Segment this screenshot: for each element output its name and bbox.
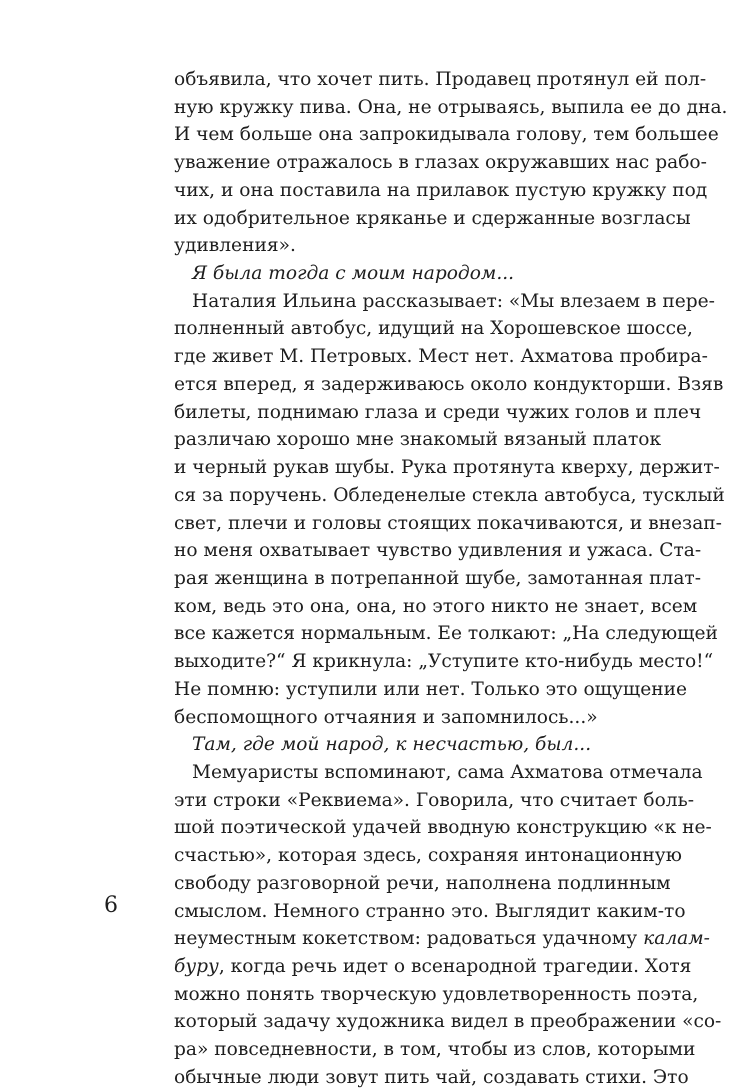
text-line bbox=[174, 426, 662, 454]
text-segment: и черный рукав шубы. Рука протянута кверху, держит- bbox=[174, 457, 720, 479]
text-segment: ную кружку пива. Она, не отрываясь, выпила ее до дна. bbox=[174, 96, 728, 118]
text-line bbox=[174, 1008, 722, 1036]
text-segment: эти строки «Реквиема». Говорила, что считает боль- bbox=[174, 789, 694, 811]
text-segment: беспомощного отчаяния и запомнилось...» bbox=[174, 706, 598, 728]
text-segment: смыслом. Немного странно это. Выглядит каким-то bbox=[174, 900, 686, 922]
text-line bbox=[174, 288, 715, 316]
text-segment: Я была тогда с моим народом... bbox=[192, 263, 515, 285]
text-line bbox=[174, 510, 722, 538]
text-line bbox=[174, 1036, 696, 1064]
text-line bbox=[174, 953, 692, 981]
text-line bbox=[174, 981, 699, 1009]
text-segment: все кажется нормальным. Ее толкают: „На следующей bbox=[174, 623, 718, 645]
text-segment: Наталия Ильина рассказывает: «Мы влезаем в пере- bbox=[192, 290, 715, 312]
text-segment: ется вперед, я задерживаюсь около кондукторши. Взяв bbox=[174, 373, 724, 395]
text-segment: ся за поручень. Обледенелые стекла автобуса, тусклый bbox=[174, 484, 725, 506]
text-line bbox=[174, 343, 708, 371]
text-line bbox=[174, 371, 724, 399]
text-segment: билеты, поднимаю глаза и среди чужих голов и плеч bbox=[174, 401, 702, 423]
text-line bbox=[174, 704, 632, 732]
text-segment: обычные люди зовут пить чай, создавать стихи. Это bbox=[174, 1066, 689, 1088]
text-segment: ком, ведь это она, она, но этого никто не знает, всем bbox=[174, 595, 698, 617]
text-segment: счастью», которая здесь, сохраняя интонационную bbox=[174, 845, 682, 867]
text-segment: чих, и она поставила на прилавок пустую кружку под bbox=[174, 179, 708, 201]
text-segment: который задачу художника видел в преображении «со- bbox=[174, 1011, 722, 1033]
text-line bbox=[174, 537, 702, 565]
text-line bbox=[174, 814, 712, 842]
text-line bbox=[174, 177, 708, 205]
text-line bbox=[174, 149, 707, 177]
text-line bbox=[174, 482, 725, 510]
text-segment: рая женщина в потрепанной шубе, замотанная плат- bbox=[174, 567, 701, 589]
text-segment: Там, где мой народ, к несчастью, был... bbox=[192, 734, 592, 756]
text-line bbox=[174, 66, 707, 94]
text-segment: свет, плечи и головы стоящих покачиваются, и внезап- bbox=[174, 512, 722, 534]
text-segment: можно понять творческую удовлетворенность поэта, bbox=[174, 983, 699, 1005]
text-line bbox=[174, 399, 702, 427]
text-line bbox=[174, 565, 701, 593]
text-line bbox=[174, 1064, 689, 1092]
text-line bbox=[174, 842, 682, 870]
text-segment: свободу разговорной речи, наполнена подлинным bbox=[174, 872, 671, 894]
text-line bbox=[174, 731, 632, 759]
text-line bbox=[174, 870, 671, 898]
text-line bbox=[174, 205, 691, 233]
text-segment: их одобрительное кряканье и сдержанные возгласы bbox=[174, 207, 691, 229]
text-line bbox=[174, 593, 698, 621]
text-segment: Мемуаристы вспоминают, сама Ахматова отмечала bbox=[192, 761, 703, 783]
text-line bbox=[174, 898, 686, 926]
text-segment: различаю хорошо мне знакомый вязаный платок bbox=[174, 429, 662, 451]
text-segment: выходите?“ Я крикнула: „Уступите кто-нибудь место!“ bbox=[174, 651, 714, 673]
text-line bbox=[174, 759, 703, 787]
text-line bbox=[174, 121, 719, 149]
text-segment: где живет М. Петровых. Мест нет. Ахматова пробира- bbox=[174, 346, 708, 368]
text-line bbox=[174, 260, 632, 288]
text-segment: И чем больше она запрокидывала голову, тем большее bbox=[174, 124, 719, 146]
text-line bbox=[174, 232, 632, 260]
text-line bbox=[174, 787, 694, 815]
page-number: 6 bbox=[104, 893, 118, 918]
text-segment: уважение отражалось в глазах окружавших нас рабо- bbox=[174, 152, 707, 174]
text-segment: удивления». bbox=[174, 235, 296, 257]
page-body bbox=[174, 66, 728, 1092]
text-line bbox=[174, 648, 714, 676]
text-segment: неуместным кокетством: радоваться удачному bbox=[174, 928, 644, 950]
text-line bbox=[174, 315, 693, 343]
text-line bbox=[174, 676, 687, 704]
text-segment: но меня охватывает чувство удивления и ужаса. Ста- bbox=[174, 540, 702, 562]
text-segment: объявила, что хочет пить. Продавец протянул ей пол- bbox=[174, 69, 707, 90]
text-line bbox=[174, 94, 728, 122]
text-segment: , когда речь идет о всенародной трагедии. Хотя bbox=[218, 956, 692, 977]
text-segment: ра» повседневности, в том, чтобы из слов, которыми bbox=[174, 1039, 696, 1061]
text-line bbox=[174, 620, 718, 648]
italic-text-segment: калам- bbox=[643, 928, 710, 950]
text-line bbox=[174, 925, 710, 953]
text-segment: полненный автобус, идущий на Хорошевское шоссе, bbox=[174, 318, 693, 340]
italic-text-segment: буру bbox=[174, 956, 219, 977]
text-line bbox=[174, 454, 720, 482]
text-segment: Не помню: уступили или нет. Только это ощущение bbox=[174, 678, 687, 700]
text-segment: шой поэтической удачей вводную конструкцию «к не- bbox=[174, 817, 712, 839]
